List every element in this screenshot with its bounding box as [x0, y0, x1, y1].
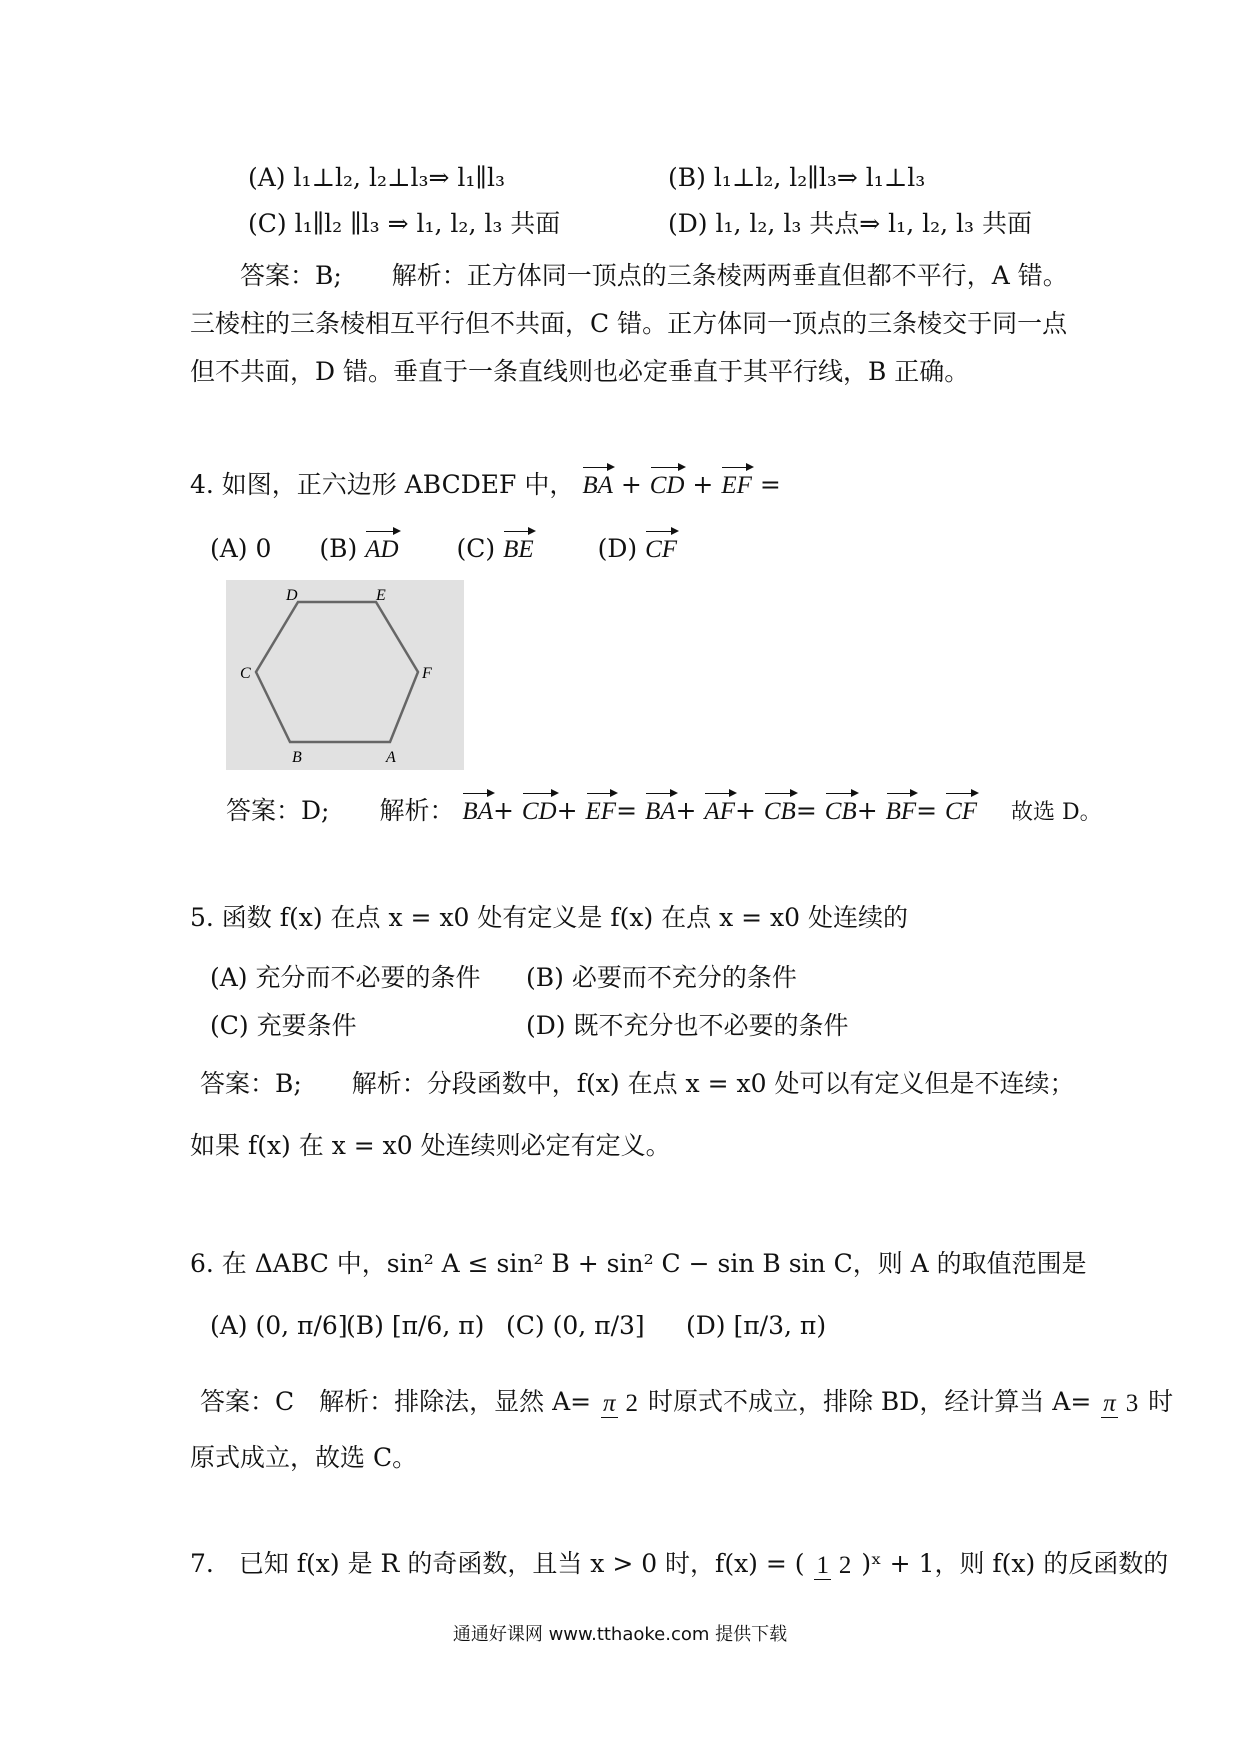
q4-stem-text: 4. 如图，正六边形 ABCDEF 中， — [190, 470, 575, 499]
q3-option-d: (D) l₁, l₂, l₃ 共点⇒ l₁, l₂, l₃ 共面 — [668, 209, 1032, 238]
q6-answer-part1: 答案：C 解析：排除法，显然 A= — [200, 1387, 592, 1416]
q4-answer-suffix: 故选 D。 — [1010, 800, 1102, 825]
q6-answer-line-2: 原式成立，故选 C。 — [190, 1443, 418, 1472]
q4-option-b-vec: AD — [365, 528, 398, 568]
vertex-label-e: E — [376, 587, 386, 604]
page-footer: 通通好课网 www.tthaoke.com 提供下载 — [452, 1624, 788, 1645]
frac2-num: π — [1103, 1389, 1116, 1417]
q7-frac — [814, 1552, 851, 1580]
q6-option-a: (A) (0, π/6] — [210, 1311, 348, 1340]
hexagon-diagram — [226, 580, 464, 770]
q4-ans-vec-8: BF — [886, 790, 917, 830]
frac2-den: 3 — [1125, 1389, 1139, 1417]
q3-option-b: (B) l₁⊥l₂, l₂∥l₃⇒ l₁⊥l₃ — [668, 163, 926, 192]
q4-ans-vec-3: EF — [586, 790, 617, 830]
q5-option-b: (B) 必要而不充分的条件 — [526, 963, 797, 992]
q4-ans-vec-5: AF — [704, 790, 735, 830]
q5-stem: 5. 函数 f(x) 在点 x = x0 处有定义是 f(x) 在点 x = x0 处连续的 — [190, 903, 908, 932]
q4-ans-vec-7: CB — [825, 790, 857, 830]
q4-ans-vec-1: BA — [462, 790, 493, 830]
vertex-label-f: F — [422, 665, 432, 682]
q5-option-c: (C) 充要条件 — [210, 1011, 357, 1040]
q4-options — [210, 528, 677, 568]
q7-stem-part2: )ˣ + 1，则 f(x) 的反函数的 — [861, 1549, 1169, 1578]
q4-option-d-vec: CF — [645, 528, 677, 568]
q6-answer-part2: 时原式不成立，排除 BD，经计算当 A= — [647, 1387, 1092, 1416]
q6-stem: 6. 在 ΔABC 中，sin² A ≤ sin² B + sin² C − sin B sin C，则 A 的取值范围是 — [190, 1249, 1087, 1278]
q4-answer-prefix: 答案：D; 解析： — [226, 796, 455, 825]
q7-frac-num: 1 — [816, 1551, 829, 1579]
vertex-label-a: A — [386, 749, 396, 766]
q7-stem — [190, 1534, 1168, 1594]
q6-answer-line-1 — [200, 1372, 1173, 1432]
q3-answer-line-1: 答案：B; 解析：正方体同一顶点的三条棱两两垂直但都不平行，A 错。 — [240, 261, 1068, 290]
q5-option-d: (D) 既不充分也不必要的条件 — [526, 1011, 849, 1040]
q6-answer-frac-1 — [601, 1390, 638, 1418]
q3-option-c: (C) l₁∥l₂ ∥l₃ ⇒ l₁, l₂, l₃ 共面 — [248, 209, 561, 238]
hexagon-shape — [256, 602, 418, 742]
q4-vec-3: EF — [721, 464, 752, 504]
q3-option-a: (A) l₁⊥l₂, l₂⊥l₃⇒ l₁∥l₃ — [248, 163, 505, 192]
q6-answer-part3: 时 — [1148, 1387, 1174, 1416]
q7-frac-den: 2 — [838, 1551, 852, 1579]
q3-answer-line-3: 但不共面，D 错。垂直于一条直线则也必定垂直于其平行线，B 正确。 — [190, 357, 970, 386]
q4-option-a: (A) 0 — [210, 534, 272, 563]
q6-option-d: (D) [π/3, π) — [686, 1311, 827, 1340]
q4-ans-vec-6: CB — [764, 790, 796, 830]
q6-option-b: (B) [π/6, π) — [346, 1311, 485, 1340]
frac1-num: π — [603, 1389, 616, 1417]
q4-vec-1: BA — [582, 464, 613, 504]
q4-option-b-label: (B) — [319, 534, 358, 563]
q4-option-c-vec: BE — [503, 528, 534, 568]
frac1-den: 2 — [625, 1389, 639, 1417]
q7-stem-part1: 7. 已知 f(x) 是 R 的奇函数，且当 x > 0 时，f(x) = ( — [190, 1549, 805, 1578]
q4-stem: 4. 如图，正六边形 ABCDEF 中， BA + CD + EF = — [190, 464, 781, 504]
q5-answer-line-2: 如果 f(x) 在 x = x0 处连续则必定有定义。 — [190, 1131, 671, 1160]
q6-answer-frac-2 — [1101, 1390, 1138, 1418]
q4-answer: 答案：D; 解析： BA+ CD+ EF= BA+ AF+ CB= CB+ BF= CF 故选 D。 — [226, 790, 1102, 831]
q4-ans-vec-9: CF — [945, 790, 977, 830]
vertex-label-c: C — [240, 665, 251, 682]
q3-answer-line-2: 三棱柱的三条棱相互平行但不共面，C 错。正方体同一顶点的三条棱交于同一点 — [190, 309, 1068, 338]
q4-ans-vec-4: BA — [645, 790, 676, 830]
q4-option-d-label: (D) — [597, 534, 638, 563]
q4-ans-vec-2: CD — [522, 790, 557, 830]
q4-option-c-label: (C) — [456, 534, 496, 563]
vertex-label-b: B — [292, 749, 302, 766]
hexagon-figure — [226, 580, 464, 770]
q5-answer-line-1: 答案：B; 解析：分段函数中，f(x) 在点 x = x0 处可以有定义但是不连续； — [200, 1069, 1075, 1098]
q4-vec-2: CD — [650, 464, 685, 504]
q6-option-c: (C) (0, π/3] — [506, 1311, 645, 1340]
q5-option-a: (A) 充分而不必要的条件 — [210, 963, 481, 992]
vertex-label-d: D — [286, 587, 298, 604]
